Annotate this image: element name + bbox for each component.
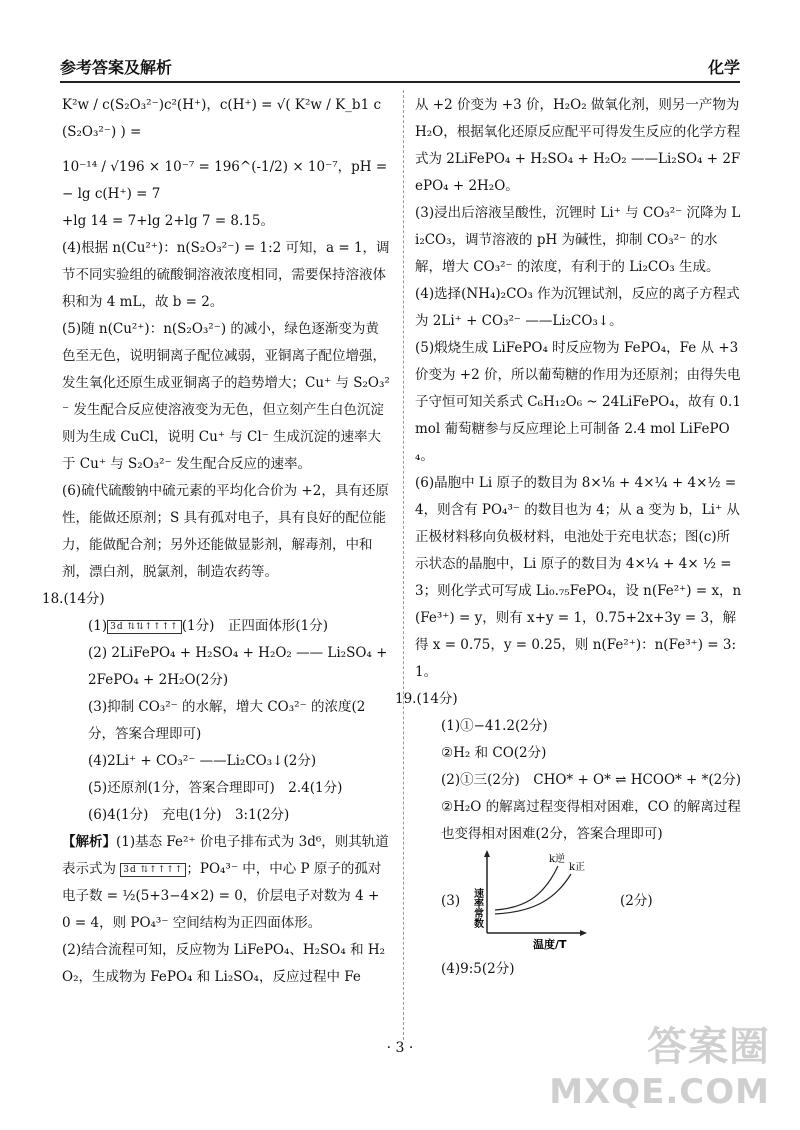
- orbital-diagram-2: 3d ⇅↑↑↑↑: [120, 863, 186, 877]
- answer-19-2: (2)①三(2分) CHO* + O* ⇌ HCOO* + *(2分): [441, 772, 742, 788]
- page-number: · 3 ·: [386, 1040, 414, 1056]
- answer-18-4: (4)2Li⁺ + CO₃²⁻ ——Li₂CO₃↓(2分): [88, 753, 317, 769]
- question-18-heading: 18.(14分): [42, 591, 105, 607]
- answer-17-5: (5)随 n(Cu²⁺)：n(S₂O₃²⁻) 的减小，绿色逐渐变为黄色至无色，说明铜离子配位减弱，亚铜离子配位增强，发生氧化还原生成亚铜离子的趋势增大；Cu⁺ 与 S₂O₃²⁻ 发生配合反应使溶液变为无色，但立刻产生白色沉淀则为生成 CuCl，说明 Cu⁺ 与 Cl⁻ 生成沉淀的速率大于 Cu⁺ 与 S₂O₃²⁻ 发生配合反应的速率。: [62, 321, 390, 472]
- formula-line-1: K²w / c(S₂O₃²⁻)c²(H⁺)，c(H⁺) = √( K²w / K_b1 c(S₂O₃²⁻) ) =: [62, 97, 382, 140]
- left-column: [42, 92, 392, 991]
- answer-18-3: (3)抑制 CO₃²⁻ 的水解，增大 CO₃²⁻ 的浓度(2分，答案合理即可): [88, 699, 366, 742]
- graph-k-reverse: k逆: [549, 854, 566, 865]
- formula-line-2: 10⁻¹⁴ / √196 × 10⁻⁷ = 196^(-1/2) × 10⁻⁷，pH = − lg c(H⁺) = 7: [62, 159, 388, 202]
- answer-17-6: (6)硫代硫酸钠中硫元素的平均化合价为 +2，具有还原性，能做还原剂；S 具有孤对电子，具有良好的配位能力，能做配合剂；另外还能做显影剂，解毒剂，中和剂，漂白剂，脱氯剂，制造农药等。: [62, 483, 389, 580]
- analysis-18-1: 【解析】(1)基态 Fe²⁺ 价电子排布式为 3d⁶，则其轨道表示式为 3d ⇅↑↑↑↑ ；PO₄³⁻ 中，中心 P 原子的孤对电子数 = ½(5+3−4×2) = 0，价层电子对数为 4 + 0 = 4，则 PO₄³⁻ 空间结构为正四面体形。: [62, 834, 389, 931]
- rate-constant-graph: [463, 848, 603, 953]
- column-divider: [403, 90, 404, 1040]
- answer-18-5: (5)还原剂(1分，答案合理即可) 2.4(1分): [88, 780, 343, 796]
- answer-19-1: (1)①−41.2(2分): [441, 718, 548, 734]
- analysis-18-4: (4)选择(NH₄)₂CO₃ 作为沉锂试剂，反应的离子方程式为 2Li⁺ + CO₃²⁻ ——Li₂CO₃↓。: [415, 286, 740, 329]
- header-title: 参考答案及解析: [60, 58, 173, 77]
- analysis-18-5: (5)煅烧生成 LiFePO₄ 时反应物为 FePO₄，Fe 从 +3 价变为 +2 价，所以葡萄糖的作用为还原剂；由得失电子守恒可知关系式 C₆H₁₂O₆ ~ 24LiFePO₄，故有 0.1 mol 葡萄糖参与反应理论上可制备 2.4 mol LiFePO₄。: [415, 340, 741, 464]
- answer-18-6: (6)4(1分) 充电(1分) 3:1(2分): [88, 807, 290, 823]
- answer-19-1b: ②H₂ 和 CO(2分): [441, 745, 547, 761]
- analysis-18-2: (2)结合流程可知，反应物为 LiFePO₄、H₂SO₄ 和 H₂O₂，生成物为 FePO₄ 和 Li₂SO₄，反应过程中 Fe: [62, 942, 386, 985]
- answer-18-1: (1) 3d ⇅⇅↑↑↑↑ (1分) 正四面体形(1分): [88, 618, 328, 634]
- graph-k-forward: k正: [569, 862, 586, 873]
- header-subject: 化学: [707, 58, 740, 77]
- right-column: [395, 92, 743, 983]
- answer-19-3: (3) 速率常数 温度/T k逆 k正 (2分): [415, 848, 743, 956]
- analysis-18-3: (3)浸出后溶液呈酸性，沉锂时 Li⁺ 与 CO₃²⁻ 沉降为 Li₂CO₃，调节溶液的 pH 为碱性，抑制 CO₃²⁻ 的水解，增大 CO₃²⁻ 的浓度，有利于的 Li₂CO₃ 生成。: [415, 205, 741, 275]
- answer-19-3-score: (2分): [620, 893, 653, 909]
- answer-18-2: (2) 2LiFePO₄ + H₂SO₄ + H₂O₂ —— Li₂SO₄ + 2FePO₄ + 2H₂O(2分): [88, 645, 388, 688]
- page-header: [60, 52, 740, 83]
- graph-y-label: 速率常数: [471, 888, 483, 928]
- answer-17-4: (4)根据 n(Cu²⁺)：n(S₂O₃²⁻) = 1:2 可知，a = 1，调节不同实验组的硫酸铜溶液浓度相同，需要保持溶液体积和为 4 mL，故 b = 2。: [62, 240, 390, 310]
- formula-line-3: +lg 14 = 7+lg 2+lg 7 = 8.15。: [62, 213, 274, 229]
- analysis-18-2-cont: 从 +2 价变为 +3 价，H₂O₂ 做氧化剂，则另一产物为 H₂O，根据氧化还原反应配平可得发生反应的化学方程式为 2LiFePO₄ + H₂SO₄ + H₂O₂ ——Li₂SO₄ + 2FePO₄ + 2H₂O。: [415, 97, 741, 194]
- watermark-logo: 答案圈 MXQE.COM: [549, 1024, 770, 1112]
- answer-19-2b: ②H₂O 的解离过程变得相对困难，CO 的解离过程也变得相对困难(2分，答案合理即可): [441, 799, 741, 842]
- question-19-heading: 19.(14分): [395, 691, 458, 707]
- analysis-tag: 【解析】: [62, 834, 116, 850]
- orbital-diagram: 3d ⇅⇅↑↑↑↑: [107, 620, 182, 634]
- graph-x-label: 温度/T: [533, 938, 567, 951]
- answer-19-4: (4)9:5(2分): [441, 961, 515, 977]
- k-reverse-curve: [495, 866, 558, 910]
- analysis-18-6: (6)晶胞中 Li 原子的数目为 8×⅛ + 4×¼ + 4×½ = 4，则含有 PO₄³⁻ 的数目也为 4；从 a 变为 b，Li⁺ 从正极材料移向负极材料，电池处于充电状态；图(c)所示状态的晶胞中，Li 原子的数目为 4×¼ + 4× ½ = 3；则化学式可写成 Li₀.₇₅FePO₄，设 n(Fe²⁺) = x，n(Fe³⁺) = y，则有 x+y = 1，0.75+2x+3y = 3，解得 x = 0.75，y = 0.25，则 n(Fe²⁺)：n(Fe³⁺) = 3:1。: [415, 475, 742, 680]
